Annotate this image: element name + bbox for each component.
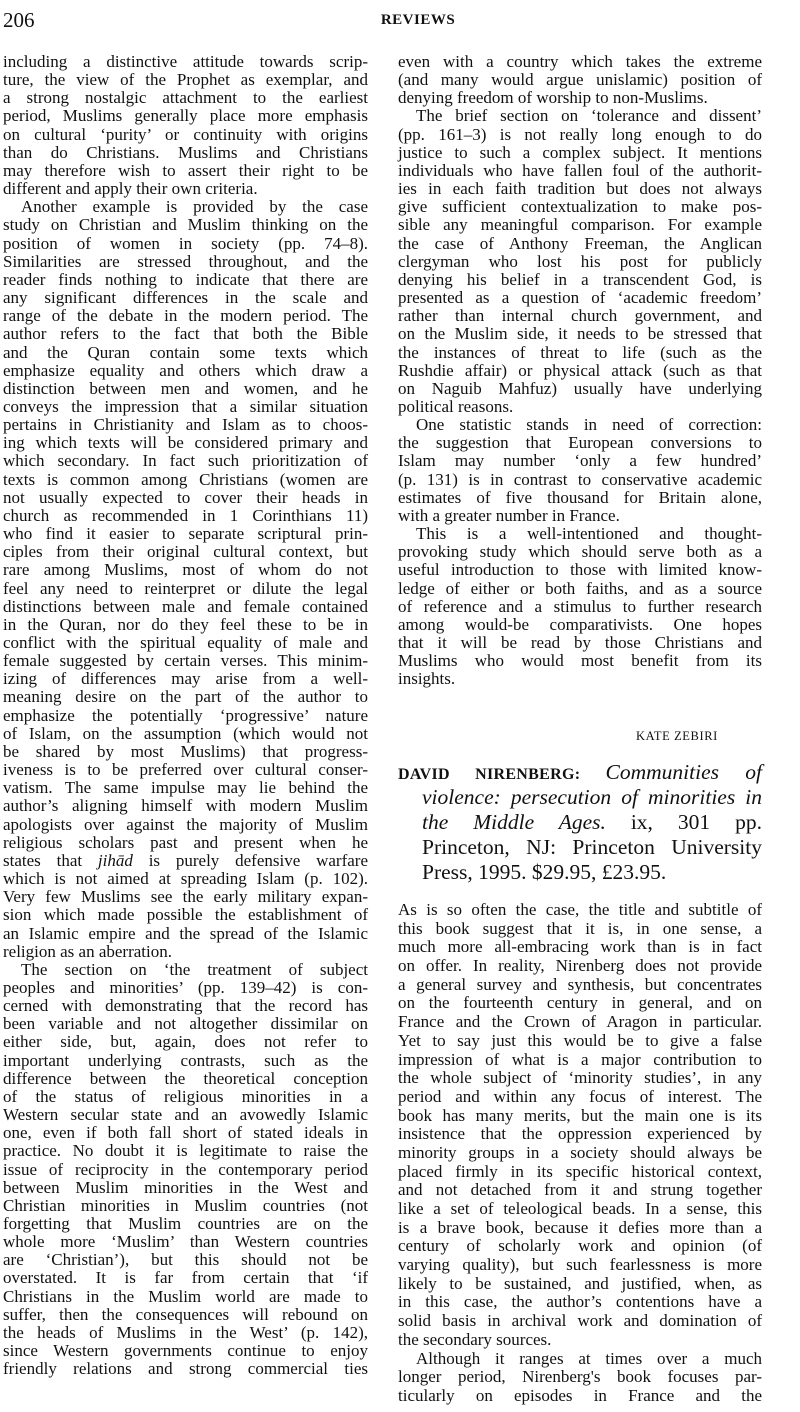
text-line: of the status of religious minorities in a — [3, 1086, 368, 1106]
text-line: distinction between men and women, and he — [3, 378, 368, 398]
text-line: rather than internal church government, and — [398, 306, 762, 326]
text-line: varying quality), but such fearlessness is more — [398, 1255, 762, 1275]
review-heading — [398, 760, 762, 885]
text-line: Very few Muslims see the early military expan- — [3, 887, 368, 907]
text-line: cerned with demonstrating that the record has — [3, 996, 368, 1016]
text-line: give sufficient contextualization to make pos- — [398, 197, 762, 217]
text-line: different and apply their own criteria. — [3, 179, 258, 199]
text-line: izing of differences may arise from a well- — [3, 669, 368, 689]
italic-text: jihād — [97, 850, 133, 870]
text-line: Western secular state and an avowedly Islamic — [3, 1105, 368, 1125]
text-line: not usually expected to cover their heads in — [3, 487, 368, 507]
text-line: are ‘Christian’), but this should not be — [3, 1250, 368, 1270]
text-line: pertains in Christianity and Islam as to choos- — [3, 415, 368, 435]
text-line: any significant differences in the scale and — [3, 288, 368, 308]
text-segment: is purely defensive warfare — [132, 850, 368, 870]
text-line: conflict with the spiritual equality of male and — [3, 633, 368, 652]
text-line: since Western governments continue to enjoy — [3, 1341, 368, 1361]
text-line: who find it easier to separate scriptural prin- — [3, 524, 368, 544]
text-line: the secondary sources. — [398, 1329, 552, 1349]
text-line: period and within any focus of interest. The — [398, 1086, 762, 1106]
text-line: century of scholarly work and opinion (of — [398, 1236, 762, 1256]
text-line: a strong nostalgic attachment to the earliest — [3, 88, 368, 108]
text-line: been variable and not altogether dissimilar on — [3, 1014, 368, 1034]
text-line: estimates of five thousand for Britain alone, — [398, 487, 762, 507]
text-line: even with a country which takes the extreme — [398, 52, 762, 71]
text-line — [3, 852, 368, 870]
text-line: overstated. It is far from certain that ‘if — [3, 1268, 368, 1288]
text-line: rare among Muslims, most of whom do not — [3, 560, 368, 580]
text-line: on offer. In reality, Nirenberg does not provide — [398, 956, 762, 976]
text-line: the heads of Muslims in the West’ (p. 142), — [3, 1322, 368, 1342]
text-line: period, Muslims generally place more emphasis — [3, 106, 368, 126]
text-line: provoking study which should serve both as a — [398, 542, 762, 562]
text-line: ing which texts will be considered primary and — [3, 433, 368, 453]
text-line: female suggested by certain verses. This minim- — [3, 651, 368, 671]
text-line: religious scholars past and present when he — [3, 832, 368, 852]
text-line: one, even if both fall short of stated ideals in — [3, 1123, 368, 1143]
text-line: Similarities are stressed throughout, and the — [3, 251, 368, 271]
text-line: vatism. The same impulse may lie behind the — [3, 778, 368, 798]
text-line: distinctions between male and female contained — [3, 596, 368, 616]
text-line: The section on ‘the treatment of subject — [21, 959, 368, 979]
text-line: issue of reciprocity in the contemporary period — [3, 1159, 368, 1179]
text-line: of Islam, on the assumption (which would not — [3, 723, 368, 743]
right-column-review-end — [398, 53, 762, 688]
text-line: emphasize equality and others which draw a — [3, 360, 368, 380]
text-line: sion which made possible the establishment of — [3, 905, 368, 925]
text-line: ledge of either or both faiths, and as a source — [398, 578, 762, 598]
text-line: (and many would argue unislamic) position of — [398, 70, 762, 90]
text-line: much more all-embracing work than is in fact — [398, 937, 762, 957]
text-line: which secondary. In fact such prioritization of — [3, 451, 368, 471]
text-line: book has many merits, but the main one is its — [398, 1105, 762, 1125]
text-line: is a brave book, because it defies more than a — [398, 1217, 762, 1237]
text-line: the instances of threat to life (such as the — [398, 342, 762, 362]
text-line: As is so often the case, the title and subtitle of — [398, 900, 762, 919]
text-line: the suggestion that European conversions to — [398, 433, 762, 453]
text-line: author refers to the fact that both the Bible — [3, 324, 368, 344]
text-line: denying his belief in a transcendent God, is — [398, 269, 762, 289]
page-number: 206 — [3, 8, 35, 32]
text-line: of reference and a stimulus to further research — [398, 596, 762, 616]
text-line: political reasons. — [398, 396, 514, 416]
text-line: Muslims who would most benefit from its — [398, 651, 762, 671]
text-segment: Princeton, NJ: Princeton University — [422, 835, 762, 859]
text-line: One statistic stands in need of correction: — [416, 415, 762, 435]
heading-line — [398, 810, 762, 835]
text-line: Islam may number ‘only a few hundred’ — [398, 451, 762, 471]
text-line: meaning desire on the part of the author to — [3, 687, 368, 707]
text-line: friendly relations and strong commercial ties — [3, 1359, 368, 1379]
italic-text: violence: persecution of minorities in — [422, 785, 762, 809]
text-line: Yet to say just this would be to give a false — [398, 1030, 762, 1050]
text-line: church as recommended in 1 Corinthians 11) — [3, 505, 368, 525]
text-line: among would-be comparativists. One hopes — [398, 614, 762, 634]
text-line: religion as an aberration. — [3, 941, 172, 961]
text-line: on the Muslim side, it needs to be stressed that — [398, 324, 762, 344]
text-line: placed firmly in its specific historical context, — [398, 1161, 762, 1181]
text-line: whole more ‘Muslim’ than Western countries — [3, 1232, 368, 1252]
italic-text: Communities of — [605, 760, 763, 784]
text-line: individuals who have fallen foul of the authorit- — [398, 160, 762, 180]
text-line: may therefore wish to assert their right to be — [3, 160, 368, 180]
text-line: this book suggest that it is, in one sense, a — [398, 918, 762, 938]
text-line: an Islamic empire and the spread of the Islamic — [3, 923, 368, 943]
text-line: the whole subject of ‘minority studies’, in any — [398, 1068, 762, 1088]
text-segment: DAVID NIRENBERG: — [398, 766, 606, 783]
text-line: either side, but, again, does not refer to — [3, 1032, 368, 1052]
text-line: France and the Crown of Aragon in particular. — [398, 1012, 762, 1032]
text-line: with a greater number in France. — [398, 505, 620, 525]
heading-line — [398, 835, 762, 860]
running-head: REVIEWS — [380, 12, 456, 28]
text-line: Another example is provided by the case — [21, 197, 368, 217]
text-line: feel any need to reinterpret or dilute the legal — [3, 578, 368, 598]
text-line: difference between the theoretical conception — [3, 1068, 368, 1088]
heading-line — [398, 860, 762, 885]
text-line: longer period, Nirenberg's book focuses par- — [398, 1367, 762, 1387]
text-line: study on Christian and Muslim thinking on the — [3, 215, 368, 235]
text-line: insistence that the oppression experienced by — [398, 1124, 762, 1144]
text-line: and the Quran contain some texts which — [3, 342, 368, 362]
text-line: peoples and minorities’ (pp. 139–42) is con- — [3, 977, 368, 997]
text-line: ies in each faith tradition but does not always — [398, 179, 762, 199]
text-line: range of the debate in the modern period. The — [3, 306, 368, 326]
text-segment: Press, 1995. $29.95, £23.95. — [422, 860, 667, 884]
text-line: position of women in society (pp. 74–8). — [3, 233, 368, 253]
left-column — [3, 53, 368, 1378]
reviewer-signature: KATE ZEBIRI — [636, 729, 718, 743]
text-line: like a set of teleological beads. In a sense, this — [398, 1199, 762, 1218]
text-line: conveys the impression that a similar situation — [3, 396, 368, 416]
text-line: minority groups in a society should always be — [398, 1142, 762, 1162]
text-line: impression of what is a major contribution to — [398, 1049, 762, 1069]
text-segment: ix, 301 pp. — [605, 810, 762, 834]
text-line: which is not aimed at spreading Islam (p. 102). — [3, 869, 368, 889]
text-line: reader finds nothing to indicate that there are — [3, 269, 368, 289]
text-line: justice to such a complex subject. It mentions — [398, 142, 762, 162]
text-line: clergyman who lost his post for publicly — [398, 251, 762, 271]
text-line: iveness is to be preferred over cultural conser- — [3, 760, 368, 780]
heading-line — [398, 785, 762, 810]
text-line: The brief section on ‘tolerance and dissent’ — [416, 106, 762, 126]
text-line: ciples from their original cultural context, but — [3, 542, 368, 562]
text-line: on Naguib Mahfuz) usually have underlying — [398, 378, 762, 398]
italic-text: the Middle Ages. — [422, 810, 606, 834]
text-line: forgetting that Muslim countries are on the — [3, 1214, 368, 1233]
text-line: be shared by most Muslims) that progress- — [3, 741, 368, 761]
text-line: insights. — [398, 669, 456, 689]
text-line: apologists over against the majority of Muslim — [3, 814, 368, 834]
text-line: (pp. 161–3) is not really long enough to do — [398, 124, 762, 144]
text-line: on cultural ‘purity’ or continuity with origins — [3, 124, 368, 144]
text-line: practice. No doubt it is legitimate to raise the — [3, 1141, 368, 1161]
text-line: in the Quran, nor do they feel these to be in — [3, 614, 368, 634]
text-line: Although it ranges at times over a much — [416, 1348, 762, 1368]
text-line: that it will be read by those Christians and — [398, 633, 762, 652]
text-line: denying freedom of worship to non-Muslims. — [398, 88, 708, 108]
text-segment: states that — [3, 850, 98, 870]
text-line: Christians in the Muslim world are made to — [3, 1286, 368, 1306]
text-line: and not detached from it and strung together — [398, 1180, 762, 1200]
text-line: including a distinctive attitude towards scrip- — [3, 52, 368, 71]
text-line: (p. 131) is in contrast to conservative academic — [398, 469, 762, 489]
text-line: important underlying contrasts, such as the — [3, 1050, 368, 1070]
text-line: ticularly on episodes in France and the — [398, 1385, 762, 1405]
text-line: likely to be sustained, and justified, when, as — [398, 1273, 762, 1293]
text-line: than do Christians. Muslims and Christians — [3, 142, 368, 162]
text-line: presented as a question of ‘academic freedom’ — [398, 288, 762, 308]
heading-line — [398, 760, 762, 785]
text-line: useful introduction to those with limited know- — [398, 560, 762, 580]
text-line: on the fourteenth century in general, and on — [398, 993, 762, 1013]
text-line: texts is common among Christians (women are — [3, 469, 368, 489]
text-line: between Muslim minorities in the West and — [3, 1177, 368, 1197]
text-line: author’s aligning himself with modern Muslim — [3, 796, 368, 816]
text-line: ture, the view of the Prophet as exemplar, and — [3, 70, 368, 90]
text-line: Christian minorities in Muslim countries (not — [3, 1195, 368, 1215]
text-line: Rushdie affair) or physical attack (such as that — [398, 360, 762, 380]
text-line: a general survey and synthesis, but concentrates — [398, 974, 762, 994]
text-line: sible any meaningful comparison. For example — [398, 215, 762, 235]
text-line: solid basis in archival work and domination of — [398, 1311, 762, 1331]
text-line: This is a well-intentioned and thought- — [416, 524, 762, 544]
text-line: suffer, then the consequences will rebound on — [3, 1304, 368, 1324]
right-column-new-review — [398, 901, 762, 1406]
text-line: in this case, the author’s contentions have a — [398, 1292, 762, 1312]
text-line: emphasize the potentially ‘progressive’ nature — [3, 705, 368, 725]
text-line: the case of Anthony Freeman, the Anglican — [398, 233, 762, 253]
